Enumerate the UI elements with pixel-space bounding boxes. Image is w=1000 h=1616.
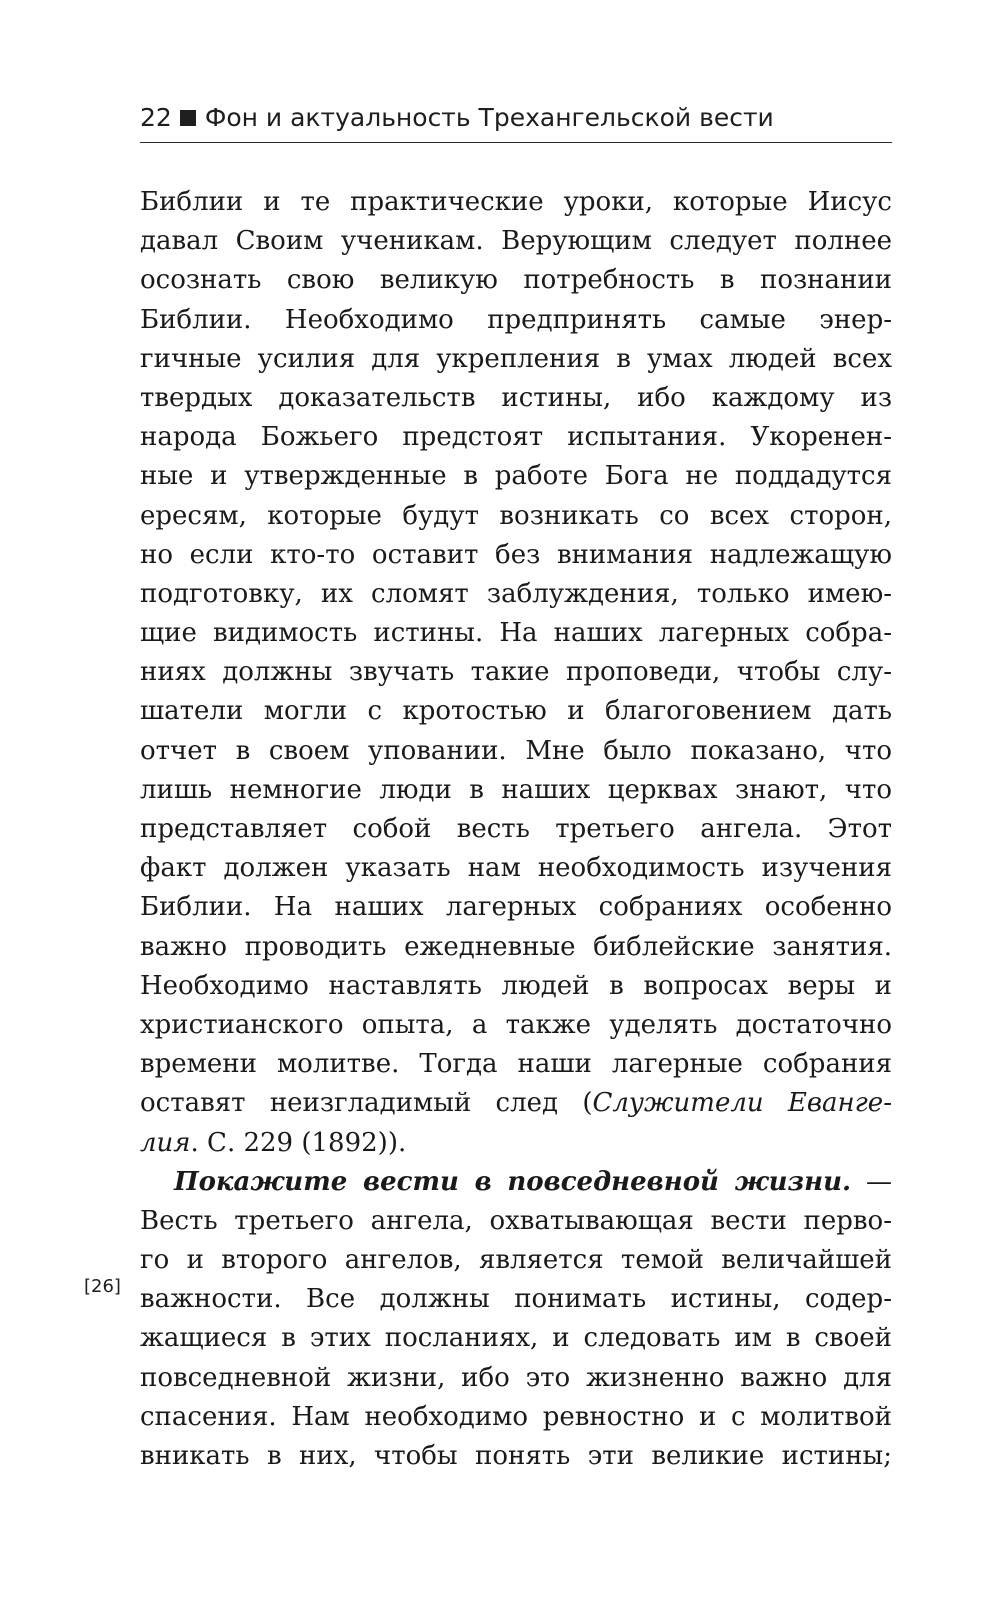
text-line: ересям, которые будут возникать со всех сторон, — [140, 500, 892, 531]
citation-title: Служители Еванге- — [592, 1088, 892, 1119]
text-line: давал Своим ученикам. Верующим следует полнее — [140, 226, 892, 257]
text-line: представляет собой весть третьего ангела. Этот — [140, 814, 892, 844]
chapter-title: Фон и актуальность Трехангельской вести — [204, 103, 774, 132]
text-fragment: оставят неизгладимый след ( — [140, 1088, 593, 1119]
text-line: Библии. На наших лагерных собраниях особенно — [140, 892, 892, 923]
text-line: Библии. Необходимо предпринять самые энер- — [140, 304, 892, 335]
page-number: 22 — [140, 103, 172, 132]
text-line: повседневной жизни, ибо это жизненно важно для — [140, 1362, 892, 1393]
text-line: спасения. Нам необходимо ревностно и с молитвой — [140, 1401, 892, 1432]
text-line: Необходимо наставлять людей в вопросах веры и — [140, 970, 892, 1001]
text-line — [140, 1124, 892, 1163]
text-line: отчет в своем уповании. Мне было показано, что — [140, 735, 892, 766]
text-line: времени молитве. Тогда наши лагерные собрания — [140, 1049, 892, 1080]
text-line: подготовку, их сломят заблуждения, только имею- — [140, 578, 892, 609]
body-text — [140, 183, 892, 1476]
text-line: Библии и те практические уроки, которые Иисус — [140, 187, 892, 217]
section-heading: Покажите вести в повседневной жизни. — [174, 1166, 852, 1197]
citation-title-end: лия — [140, 1127, 191, 1158]
header-rule — [140, 142, 892, 143]
text-line: твердых доказательств истины, ибо каждому из — [140, 382, 892, 413]
text-line: важности. Все должны понимать истины, содер- — [140, 1284, 892, 1315]
text-line: шатели могли с кротостью и благоговением дать — [140, 696, 892, 727]
text-line: щие видимость истины. На наших лагерных собра- — [140, 618, 892, 649]
citation-reference: . С. 229 (1892)). — [190, 1127, 407, 1158]
square-bullet-icon — [180, 110, 196, 126]
text-line: осознать свою великую потребность в познании — [140, 265, 892, 296]
text-line — [140, 1084, 892, 1123]
text-line: но если кто-то оставит без внимания надлежащую — [140, 539, 892, 570]
heading-dash: — — [851, 1166, 892, 1197]
text-line: факт должен указать нам необходимость изучения — [140, 853, 892, 884]
text-line: важно проводить ежедневные библейские занятия. — [140, 931, 892, 962]
text-line: жащиеся в этих посланиях, и следовать им в своей — [140, 1323, 892, 1354]
text-line: гичные усилия для укрепления в умах людей всех — [140, 343, 892, 374]
text-line: го и второго ангелов, является темой величайшей — [140, 1245, 892, 1276]
text-line: ные и утвержденные в работе Бога не поддадутся — [140, 461, 892, 492]
original-page-marker: [26] — [84, 1276, 121, 1297]
text-line: ниях должны звучать такие проповеди, чтобы слу- — [140, 657, 892, 688]
text-line: Весть третьего ангела, охватывающая вести перво- — [140, 1205, 892, 1236]
section-heading-line — [140, 1163, 892, 1202]
running-header — [140, 103, 892, 132]
text-line: христианского опыта, а также уделять достаточно — [140, 1009, 892, 1040]
text-line: народа Божьего предстоят испытания. Укоренен- — [140, 422, 892, 453]
text-line: вникать в них, чтобы понять эти великие истины; — [140, 1441, 892, 1471]
text-line: лишь немногие люди в наших церквах знают, что — [140, 774, 892, 805]
